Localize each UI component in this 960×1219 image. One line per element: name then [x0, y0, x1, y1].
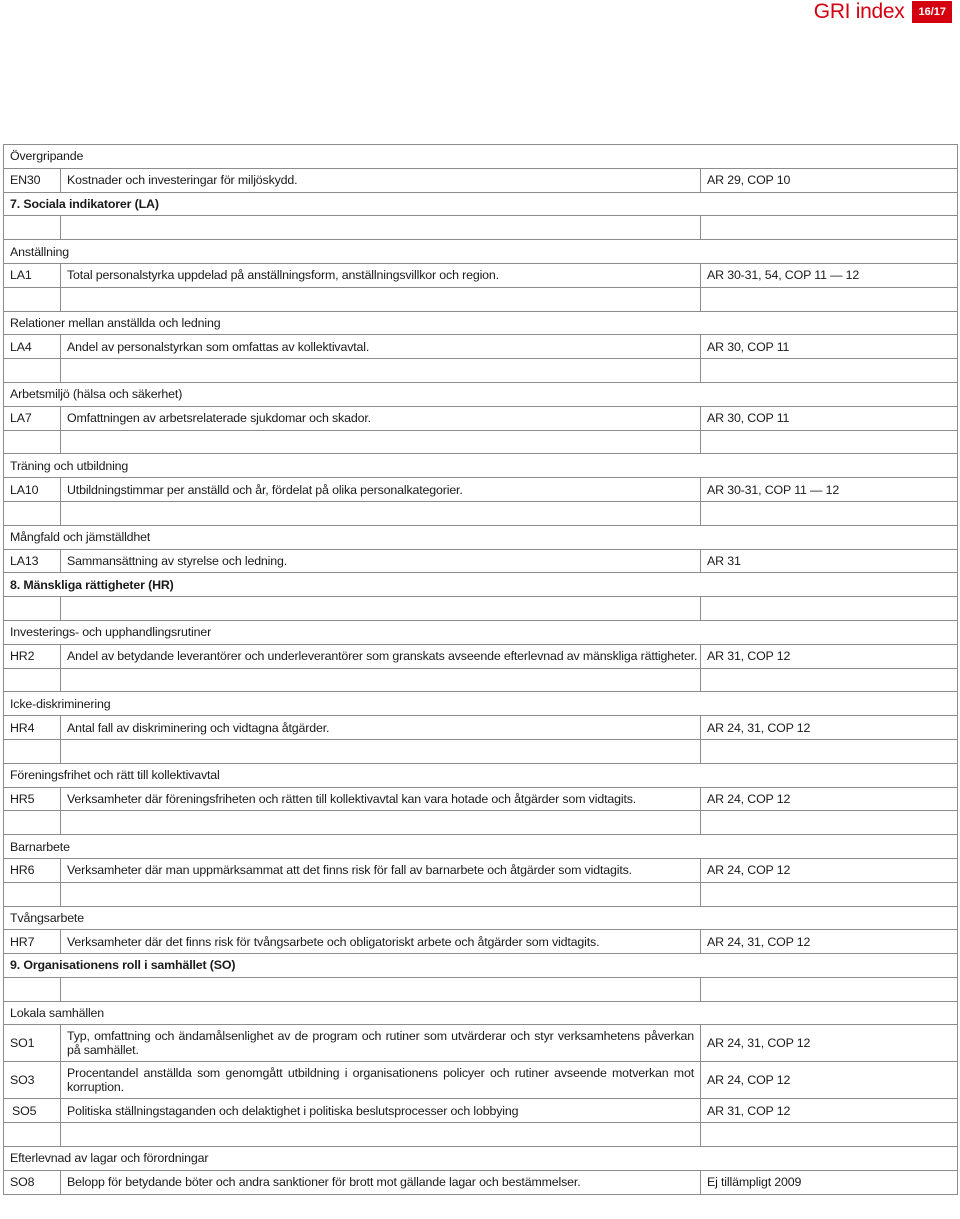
section-row [4, 145, 958, 169]
empty-cell [4, 882, 61, 906]
spacer-row [4, 501, 958, 525]
page-number-badge: 16/17 [912, 1, 952, 23]
empty-cell [4, 811, 61, 835]
spacer-row [4, 739, 958, 763]
spacer-row [4, 811, 958, 835]
empty-cell [61, 882, 701, 906]
section-row [4, 382, 958, 406]
indicator-code: LA4 [4, 335, 61, 359]
indicator-row [4, 1025, 958, 1062]
indicator-code: SO8 [4, 1170, 61, 1194]
empty-cell [61, 1123, 701, 1147]
indicator-code: HR4 [4, 716, 61, 740]
empty-cell [4, 430, 61, 454]
indicator-reference: AR 31, COP 12 [701, 1099, 958, 1123]
indicator-row [4, 1170, 958, 1194]
empty-cell [4, 216, 61, 240]
indicator-code: HR7 [4, 930, 61, 954]
section-label: Mångfald och jämställdhet [4, 525, 958, 549]
section-row [4, 620, 958, 644]
section-row [4, 763, 958, 787]
section-label: Föreningsfrihet och rätt till kollektivavtal [4, 763, 958, 787]
category-heading: 9. Organisationens roll i samhället (SO) [4, 954, 958, 978]
empty-cell [701, 977, 958, 1001]
spacer-row [4, 287, 958, 311]
indicator-description: Belopp för betydande böter och andra sanktioner för brott mot gällande lagar och bestämmelser. [61, 1170, 701, 1194]
indicator-description: Verksamheter där föreningsfriheten och rätten till kollektivavtal kan vara hotade och åtgärder som vidtagits. [61, 787, 701, 811]
indicator-description: Kostnader och investeringar för miljöskydd. [61, 168, 701, 192]
empty-cell [61, 501, 701, 525]
empty-cell [4, 501, 61, 525]
indicator-description: Verksamheter där man uppmärksammat att det finns risk för fall av barnarbete och åtgärder som vidtagits. [61, 858, 701, 882]
spacer-row [4, 668, 958, 692]
section-label: Efterlevnad av lagar och förordningar [4, 1147, 958, 1171]
category-heading: 8. Mänskliga rättigheter (HR) [4, 573, 958, 597]
indicator-reference: AR 24, 31, COP 12 [701, 716, 958, 740]
empty-cell [61, 430, 701, 454]
empty-cell [61, 359, 701, 383]
section-row [4, 525, 958, 549]
empty-cell [4, 668, 61, 692]
indicator-code: SO3 [4, 1062, 61, 1099]
section-row [4, 692, 958, 716]
indicator-row [4, 263, 958, 287]
empty-cell [701, 811, 958, 835]
indicator-reference: AR 29, COP 10 [701, 168, 958, 192]
empty-cell [61, 811, 701, 835]
section-row [4, 240, 958, 264]
indicator-code: EN30 [4, 168, 61, 192]
section-label: Övergripande [4, 145, 958, 169]
spacer-row [4, 977, 958, 1001]
empty-cell [4, 287, 61, 311]
empty-cell [61, 287, 701, 311]
section-row [4, 311, 958, 335]
indicator-description: Antal fall av diskriminering och vidtagna åtgärder. [61, 716, 701, 740]
section-label: Anställning [4, 240, 958, 264]
spacer-row [4, 216, 958, 240]
indicator-reference: AR 24, 31, COP 12 [701, 1025, 958, 1062]
section-label: Investerings- och upphandlingsrutiner [4, 620, 958, 644]
indicator-description: Andel av betydande leverantörer och underleverantörer som granskats avseende efterlevnad av mänskliga rättigheter. [61, 644, 701, 668]
section-row [4, 906, 958, 930]
indicator-reference: AR 24, COP 12 [701, 858, 958, 882]
empty-cell [701, 287, 958, 311]
indicator-code: SO1 [4, 1025, 61, 1062]
indicator-code: HR2 [4, 644, 61, 668]
indicator-code: LA1 [4, 263, 61, 287]
spacer-row [4, 1123, 958, 1147]
empty-cell [701, 501, 958, 525]
indicator-code: HR5 [4, 787, 61, 811]
empty-cell [61, 668, 701, 692]
spacer-row [4, 882, 958, 906]
indicator-reference: AR 30, COP 11 [701, 406, 958, 430]
empty-cell [701, 216, 958, 240]
section-label: Barnarbete [4, 835, 958, 859]
indicator-reference: AR 30-31, COP 11 — 12 [701, 478, 958, 502]
indicator-code: LA10 [4, 478, 61, 502]
section-label: Träning och utbildning [4, 454, 958, 478]
empty-cell [701, 359, 958, 383]
section-row [4, 454, 958, 478]
category-heading: 7. Sociala indikatorer (LA) [4, 192, 958, 216]
empty-cell [701, 668, 958, 692]
empty-cell [4, 739, 61, 763]
indicator-reference: Ej tillämpligt 2009 [701, 1170, 958, 1194]
empty-cell [61, 216, 701, 240]
indicator-description: Omfattningen av arbetsrelaterade sjukdomar och skador. [61, 406, 701, 430]
category-heading-row [4, 192, 958, 216]
indicator-description: Andel av personalstyrkan som omfattas av kollektivavtal. [61, 335, 701, 359]
empty-cell [4, 597, 61, 621]
spacer-row [4, 359, 958, 383]
indicator-reference: AR 24, COP 12 [701, 787, 958, 811]
indicator-description: Utbildningstimmar per anställd och år, fördelat på olika personalkategorier. [61, 478, 701, 502]
section-label: Icke-diskriminering [4, 692, 958, 716]
section-row [4, 1147, 958, 1171]
indicator-row [4, 930, 958, 954]
gri-index-table [3, 144, 958, 1195]
spacer-row [4, 597, 958, 621]
indicator-reference: AR 30-31, 54, COP 11 — 12 [701, 263, 958, 287]
empty-cell [701, 430, 958, 454]
empty-cell [61, 977, 701, 1001]
indicator-reference: AR 30, COP 11 [701, 335, 958, 359]
indicator-row [4, 478, 958, 502]
empty-cell [4, 359, 61, 383]
section-label: Relationer mellan anställda och ledning [4, 311, 958, 335]
indicator-reference: AR 31 [701, 549, 958, 573]
empty-cell [61, 739, 701, 763]
indicator-row [4, 1062, 958, 1099]
empty-cell [701, 882, 958, 906]
indicator-description: Typ, omfattning och ändamålsenlighet av de program och rutiner som utvärderar och styr verksamhetens påverkan på samhället. [61, 1025, 701, 1062]
empty-cell [61, 597, 701, 621]
document-title: GRI index [813, 0, 905, 23]
section-label: Tvångsarbete [4, 906, 958, 930]
indicator-reference: AR 31, COP 12 [701, 644, 958, 668]
indicator-row [4, 335, 958, 359]
section-label: Lokala samhällen [4, 1001, 958, 1025]
category-heading-row [4, 954, 958, 978]
indicator-row [4, 549, 958, 573]
indicator-row [4, 787, 958, 811]
indicator-code: LA13 [4, 549, 61, 573]
indicator-row [4, 716, 958, 740]
indicator-code: HR6 [4, 858, 61, 882]
indicator-row [4, 1099, 958, 1123]
indicator-reference: AR 24, 31, COP 12 [701, 930, 958, 954]
indicator-description: Total personalstyrka uppdelad på anställningsform, anställningsvillkor och region. [61, 263, 701, 287]
indicator-row [4, 168, 958, 192]
indicator-code: SO5 [4, 1099, 61, 1123]
empty-cell [4, 1123, 61, 1147]
indicator-reference: AR 24, COP 12 [701, 1062, 958, 1099]
indicator-code: LA7 [4, 406, 61, 430]
section-row [4, 835, 958, 859]
empty-cell [701, 597, 958, 621]
empty-cell [4, 977, 61, 1001]
indicator-description: Sammansättning av styrelse och ledning. [61, 549, 701, 573]
empty-cell [701, 739, 958, 763]
indicator-row [4, 858, 958, 882]
indicator-description: Procentandel anställda som genomgått utbildning i organisationens policyer och rutiner avseende motverkan mot korruption. [61, 1062, 701, 1099]
section-label: Arbetsmiljö (hälsa och säkerhet) [4, 382, 958, 406]
indicator-description: Verksamheter där det finns risk för tvångsarbete och obligatoriskt arbete och åtgärder som vidtagits. [61, 930, 701, 954]
indicator-row [4, 406, 958, 430]
indicator-description: Politiska ställningstaganden och delaktighet i politiska beslutsprocesser och lobbying [61, 1099, 701, 1123]
indicator-row [4, 644, 958, 668]
spacer-row [4, 430, 958, 454]
category-heading-row [4, 573, 958, 597]
empty-cell [701, 1123, 958, 1147]
section-row [4, 1001, 958, 1025]
page-header [814, 0, 952, 24]
